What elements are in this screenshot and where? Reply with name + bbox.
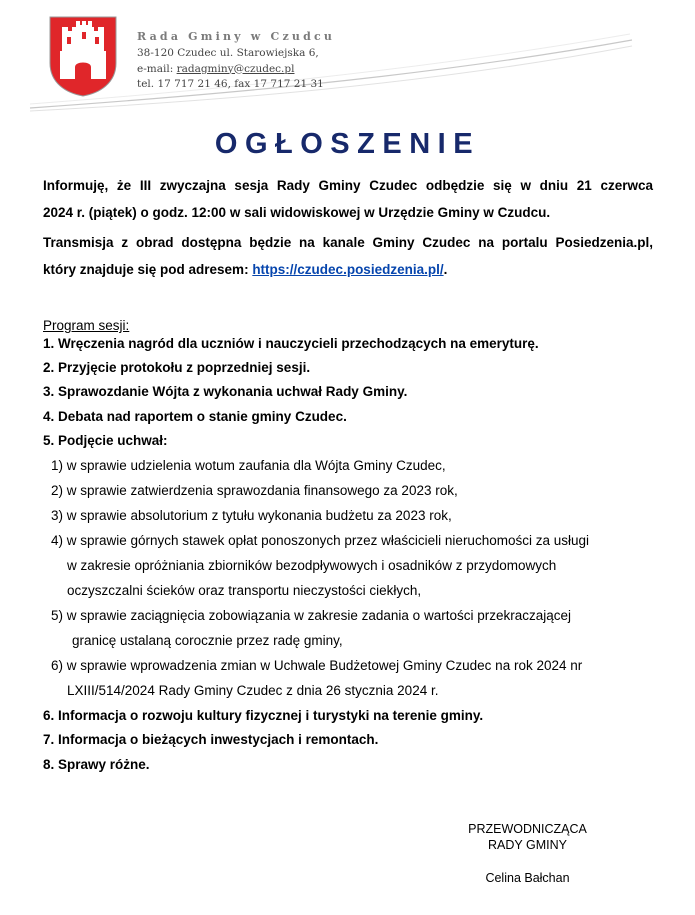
red-castle-crest-icon <box>48 15 118 97</box>
email-label: e-mail: <box>137 62 177 75</box>
resolution-4-line1: 4) w sprawie górnych stawek opłat ponoszonych przez właścicieli nieruchomości za usługi <box>51 533 589 548</box>
program-item-6: 6. Informacja o rozwoju kultury fizycznej i turystyki na terenie gminy. <box>43 708 484 723</box>
resolution-5-line1: 5) w sprawie zaciągnięcia zobowiązania w zakresie zadania o wartości przekraczającej <box>51 608 571 623</box>
resolution-3: 3) w sprawie absolutorium z tytułu wykonania budżetu za 2023 rok, <box>51 508 452 523</box>
address: 38-120 Czudec ul. Starowiejska 6, <box>137 47 319 59</box>
intro-p2-suffix: . <box>443 262 448 277</box>
program-item-4: 4. Debata nad raportem o stanie gminy Czudec. <box>43 409 347 424</box>
program-item-7: 7. Informacja o bieżących inwestycjach i remontach. <box>43 732 379 747</box>
program-heading: Program sesji: <box>43 318 130 333</box>
program-item-8: 8. Sprawy różne. <box>43 757 150 772</box>
resolution-2: 2) w sprawie zatwierdzenia sprawozdania finansowego za 2023 rok, <box>51 483 458 498</box>
intro-p2-prefix: który znajduje się pod adresem: <box>43 262 253 277</box>
resolution-4-line3: oczyszczalni ścieków oraz transportu nieczystości ciekłych, <box>67 583 422 598</box>
letterhead <box>0 0 695 115</box>
intro-p1-line2: 2024 r. (piątek) o godz. 12:00 w sali widowiskowej w Urzędzie Gminy w Czudcu. <box>43 205 551 220</box>
intro-paragraph-1 <box>43 172 653 226</box>
email-line <box>137 62 335 78</box>
resolution-4-line2: w zakresie opróżniania zbiorników bezodpływowych i osadników z przydomowych <box>67 558 557 573</box>
resolution-1: 1) w sprawie udzielenia wotum zaufania dla Wójta Gminy Czudec, <box>51 458 446 473</box>
posiedzenia-link[interactable]: https://czudec.posiedzenia.pl/ <box>252 262 444 277</box>
signature-role-line2: RADY GMINY <box>488 838 567 852</box>
resolution-6-line1: 6) w sprawie wprowadzenia zmian w Uchwale Budżetowej Gminy Czudec na rok 2024 nr <box>51 658 583 673</box>
intro-paragraph-2 <box>43 229 653 283</box>
intro-p2-line1: Transmisja z obrad dostępna będzie na kanale Gminy Czudec na portalu Posiedzenia.pl, <box>43 235 653 250</box>
program-item-5: 5. Podjęcie uchwał: <box>43 433 168 448</box>
intro-p1-line1: Informuję, że III zwyczajna sesja Rady Gminy Czudec odbędzie się w dniu 21 czerwca <box>43 178 653 193</box>
program-item-2: 2. Przyjęcie protokołu z poprzedniej sesji. <box>43 360 311 375</box>
letterhead-text <box>137 30 335 93</box>
email-link[interactable]: radagminy@czudec.pl <box>176 62 295 75</box>
signature-name: Celina Bałchan <box>485 871 570 885</box>
document-title: OGŁOSZENIE <box>214 128 481 160</box>
program-item-1: 1. Wręczenia nagród dla uczniów i nauczycieli przechodzących na emeryturę. <box>43 336 539 351</box>
signature-role-line1: PRZEWODNICZĄCA <box>468 822 587 836</box>
intro-p2-line2 <box>43 256 653 283</box>
organization-name: Rada Gminy w Czudcu <box>137 30 336 43</box>
phone-fax: tel. 17 717 21 46, fax 17 717 21 31 <box>137 78 324 90</box>
resolution-6-line2: LXIII/514/2024 Rady Gminy Czudec z dnia 26 stycznia 2024 r. <box>67 683 439 698</box>
program-item-3: 3. Sprawozdanie Wójta z wykonania uchwał Rady Gminy. <box>43 384 408 399</box>
resolution-5-line2: granicę ustalaną corocznie przez radę gminy, <box>72 633 343 648</box>
